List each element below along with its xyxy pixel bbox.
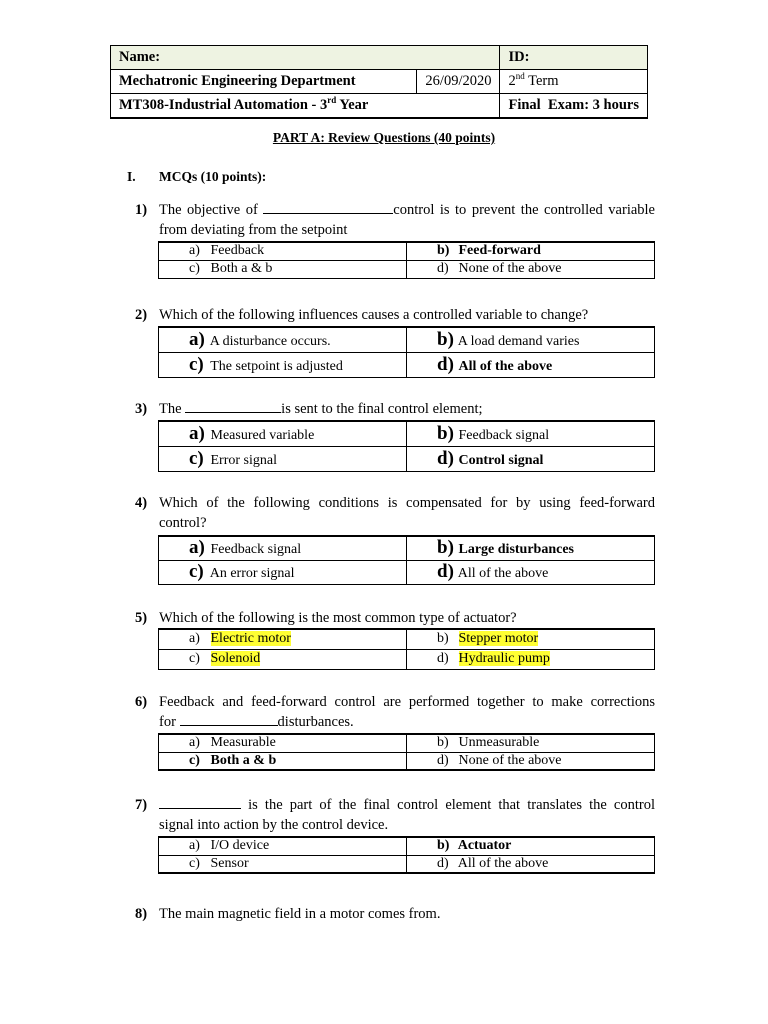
name-field-label: Name:	[111, 46, 500, 70]
option-text: Solenoid	[210, 651, 261, 666]
option-d[interactable]	[407, 352, 655, 377]
option-text: Measurable	[210, 735, 276, 751]
question-text	[159, 399, 655, 419]
option-label: d)	[437, 261, 449, 276]
option-d[interactable]	[407, 649, 655, 669]
section-title: MCQs (10 points):	[159, 169, 267, 184]
option-text: Actuator	[457, 838, 512, 854]
option-d[interactable]	[407, 560, 655, 584]
answer-blank	[159, 795, 241, 809]
option-b[interactable]	[407, 536, 655, 560]
question-1	[135, 200, 655, 240]
question-number: 5)	[135, 610, 148, 626]
option-a[interactable]	[159, 421, 407, 446]
option-c[interactable]	[159, 855, 407, 873]
option-c[interactable]	[159, 649, 407, 669]
option-text: Feedback signal	[458, 427, 550, 443]
question-number: 1)	[135, 202, 148, 218]
option-b[interactable]	[407, 629, 655, 649]
option-b[interactable]	[407, 734, 655, 752]
option-a[interactable]	[159, 734, 407, 752]
question-text-start: The	[159, 401, 186, 417]
question-text: Which of the following influences causes a controlled variable to change?	[159, 307, 589, 323]
question-4	[135, 493, 655, 533]
question-5	[135, 608, 655, 628]
option-text: Stepper motor	[458, 631, 539, 647]
option-text: Error signal	[210, 452, 277, 468]
term-cell	[500, 70, 648, 94]
option-d[interactable]	[407, 855, 655, 873]
option-label: c)	[189, 261, 200, 276]
option-label: d)	[437, 752, 449, 768]
course-name: MT308-Industrial Automation - 3	[119, 97, 328, 113]
options-table-q3	[158, 420, 655, 472]
option-text: All of the above	[458, 358, 553, 374]
options-table-q6	[158, 733, 655, 771]
option-d[interactable]	[407, 752, 655, 770]
option-d[interactable]	[407, 446, 655, 471]
options-table-q2	[158, 326, 655, 378]
question-number: 4)	[135, 495, 148, 511]
options-table-q5	[158, 628, 655, 670]
option-label: c)	[189, 447, 204, 469]
question-8	[135, 904, 655, 924]
question-number: 7)	[135, 797, 148, 813]
answer-blank	[185, 399, 281, 413]
option-label: b)	[437, 422, 454, 444]
question-text-end: is sent to the final control element;	[281, 401, 483, 417]
question-text	[159, 200, 655, 240]
question-number: 2)	[135, 307, 148, 323]
option-label: b)	[437, 328, 454, 350]
option-a[interactable]	[159, 837, 407, 855]
option-label: c)	[189, 752, 200, 768]
term-word: Term	[528, 73, 559, 89]
option-text: Hydraulic pump	[458, 651, 550, 666]
option-text: Electric motor	[210, 631, 291, 647]
question-text-line-1: Feedback and feed-forward control are performed together to make corrections	[159, 694, 655, 710]
option-c[interactable]	[159, 260, 407, 278]
exam-header-table	[110, 45, 648, 119]
option-label: b)	[437, 243, 450, 259]
option-label: a)	[189, 838, 200, 854]
question-text-line-1: Which of the following conditions is compensated for by using feed-forward	[159, 495, 655, 511]
option-text: The setpoint is adjusted	[210, 358, 343, 374]
option-label: c)	[189, 855, 200, 871]
question-text-end: control is to prevent the controlled variable from deviating from the setpoint	[159, 202, 655, 238]
option-label: d)	[437, 561, 454, 582]
option-text: Control signal	[458, 452, 544, 468]
question-text-line-2: signal into action by the control device.	[159, 817, 389, 833]
question-number: 6)	[135, 694, 148, 710]
course-year-word: Year	[339, 97, 369, 113]
option-label: a)	[189, 537, 205, 559]
option-text: All of the above	[457, 855, 549, 871]
option-text: Unmeasurable	[458, 735, 540, 751]
option-text: Large disturbances	[458, 542, 574, 558]
question-text-end: is the part of the final control element that translates the control	[241, 797, 655, 813]
option-text: Sensor	[210, 855, 249, 871]
option-c[interactable]	[159, 352, 407, 377]
question-text-line-1	[159, 795, 655, 815]
section-number: I.	[127, 169, 136, 184]
option-text: Both a & b	[210, 261, 273, 276]
option-text: A disturbance occurs.	[209, 333, 331, 349]
question-text-start: for	[159, 714, 180, 730]
question-text: The main magnetic field in a motor comes from.	[159, 906, 441, 922]
option-text: An error signal	[209, 566, 295, 581]
option-text: I/O device	[210, 838, 270, 854]
option-label: b)	[437, 838, 450, 854]
question-2	[135, 305, 655, 325]
option-label: a)	[189, 422, 205, 444]
option-label: b)	[437, 735, 449, 751]
option-text: Feedback	[210, 243, 265, 259]
option-label: c)	[189, 561, 204, 582]
option-c[interactable]	[159, 752, 407, 770]
exam-duration-cell: Final Exam: 3 hours	[500, 94, 648, 119]
option-label: a)	[189, 631, 200, 647]
term-suffix: nd	[515, 71, 525, 82]
option-text: Both a & b	[210, 752, 277, 768]
option-text: A load demand varies	[457, 333, 580, 349]
option-text: All of the above	[457, 566, 549, 581]
question-number: 3)	[135, 401, 148, 417]
option-b[interactable]	[407, 242, 655, 260]
option-b[interactable]	[407, 327, 655, 352]
option-a[interactable]	[159, 242, 407, 260]
question-text-start: The objective of	[159, 202, 264, 218]
question-6	[135, 692, 655, 732]
option-label: d)	[437, 447, 454, 469]
option-text: None of the above	[458, 752, 562, 768]
id-field-label: ID:	[500, 46, 648, 70]
option-label: d)	[437, 855, 449, 871]
exam-date-cell: 26/09/2020	[417, 70, 500, 94]
question-text-end: disturbances.	[277, 714, 354, 730]
question-number: 8)	[135, 906, 148, 922]
option-label: d)	[437, 651, 449, 666]
option-label: a)	[189, 735, 200, 751]
option-label: b)	[437, 631, 449, 647]
option-b[interactable]	[407, 421, 655, 446]
option-a[interactable]	[159, 327, 407, 352]
option-label: c)	[189, 353, 204, 375]
option-label: a)	[189, 243, 200, 259]
question-text-line-2: control?	[159, 515, 207, 531]
department-cell: Mechatronic Engineering Department	[111, 70, 417, 94]
option-c[interactable]	[159, 446, 407, 471]
option-a[interactable]	[159, 629, 407, 649]
course-cell	[111, 94, 500, 119]
option-text: Measured variable	[210, 427, 315, 443]
option-label: d)	[437, 353, 454, 375]
part-title: PART A: Review Questions (40 points)	[272, 130, 496, 145]
option-label: a)	[189, 328, 205, 350]
question-text: Which of the following is the most common type of actuator?	[159, 610, 517, 626]
option-d[interactable]	[407, 260, 655, 278]
options-table-q7	[158, 836, 655, 874]
question-3	[135, 399, 655, 419]
term-number: 2	[508, 73, 516, 89]
answer-blank	[263, 200, 393, 214]
option-a[interactable]	[159, 536, 407, 560]
option-label: c)	[189, 651, 200, 666]
options-table-q4	[158, 535, 655, 585]
question-text-line-2	[159, 712, 655, 732]
option-label: b)	[437, 537, 454, 559]
option-text: Feedback signal	[210, 542, 302, 558]
answer-blank	[180, 712, 278, 726]
option-c[interactable]	[159, 560, 407, 584]
options-table-q1	[158, 241, 655, 279]
section-heading	[127, 169, 266, 185]
option-text: Feed-forward	[458, 243, 541, 259]
option-b[interactable]	[407, 837, 655, 855]
question-7	[135, 795, 655, 835]
course-year-suffix: rd	[327, 95, 337, 106]
option-text: None of the above	[458, 261, 562, 276]
